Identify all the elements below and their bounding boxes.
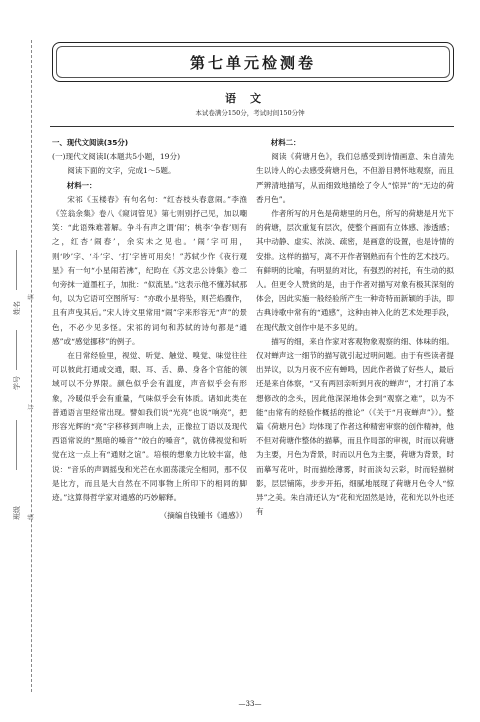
material-two-paragraph-2: 作者所写的月色是荷塘里的月色，所写的荷塘是月光下的荷塘，层次重复有层次，使整个画面有立体感、渗透感；其中动静、虚实、浓淡、疏密，是画意的设置，也是诗情的安排。这样的描写，离不开作者钢熟而有个性的艺术技巧。有鲜明的比喻，有明显的对比，有强烈的衬托，有生动的拟人。但更令人赞赏的是，由于作者对描写对象有极其深刻的体会，因此实施一般经验所产生一种奇特而新颖的手法，即古典诗歌中常有的“通感”，这种由神入化的艺术处理手段，在现代散文创作中是不多见的。: [256, 209, 454, 332]
cut-mark-zhuang: 装: [28, 293, 35, 300]
header-rule: [50, 126, 454, 127]
name-write-line[interactable]: [16, 250, 17, 290]
exam-title: 第七单元检测卷: [189, 54, 316, 72]
section-heading: 一、现代文阅读(35分): [52, 138, 129, 147]
right-column: [256, 136, 454, 519]
material-two-paragraph-3: 描写的细，来自作家对客观物象观察的细、体味的细。仅对蝉声这一细节的描写就引起过明问题。由于有些读者提出异议，以为月夜不应有蝉鸣，因此作者做了好些人，最后还是来自体察，“又有两回亲听到月夜的蝉声”，才打消了本想修改的念头，因此他深深地体会到“观察之难”，以为不能“由常有的经验作概括的推论”（《关于“月夜蝉声”》）。整篇《荷塘月色》均体现了作者这种精密审察的创作精神，他不但对荷塘作整体的描摹，而且作局部的审视，时而以荷塘为主要，月色为背景，时而以月色为主要，荷塘为背景，时而摹写花叶，时而描绘薄雾，时而淡勾云彩，时而轻描树影，层层铺陈，步步开拓，细腻地展现了荷塘月色令人“惊异”之美。朱自清还认为“花和光固然是诗，花和光以外也还有: [256, 336, 454, 517]
instruction: 阅读下面的文字，完成1～5题。: [67, 166, 176, 176]
cut-mark-xian: 线: [28, 513, 35, 520]
title-frame: [52, 42, 454, 82]
id-label: 学号: [13, 376, 21, 390]
cut-line: [31, 40, 32, 692]
subject-heading: 语文: [225, 92, 275, 105]
class-label: 班级: [13, 506, 21, 520]
left-column: [52, 136, 247, 523]
class-write-line[interactable]: [16, 420, 17, 470]
page-number: —33—: [238, 700, 262, 708]
citation: （摘编自钱锺书《通感》）: [159, 511, 247, 521]
material-two-paragraph-1: 阅读《荷塘月色》，我们总感受到诗情画意、朱自清先生以诗人的心去感受荷塘月色，不但游目骋怀地观察，而且严辨清地描写，从而细致地描绘了令人“惊异”的“无边的荷香月色”。: [256, 152, 454, 204]
material-two-title: 材料二：: [270, 138, 301, 147]
exam-meta: 本试卷满分150分，考试时间150分钟: [195, 109, 305, 117]
subsection-heading: (一)现代文阅读Ⅰ(本题共5小题，19分): [52, 152, 181, 162]
cut-mark-ding: 订: [28, 403, 35, 410]
material-one-paragraph-1: 宋祁《玉楼春》有句名句：“红杏枝头春意闹。”李渔《笠翁余集》卷八《窥词管见》第七则别抒己见，加以嘲笑：“此语殊难著解。争斗有声之谓‘闹’；桃李‘争春’则有之，红杏‘闹春’，余实未之见也。‘闹’字可用，则‘吵’字、‘斗’字、‘打’字皆可用矣！”苏轼少作《夜行观星》有一句“小星闹若沸”，纪昀在《苏文忠公诗集》卷二句旁抹一道墨杠子，加批：“似流星。”这表示他不懂苏轼那句，以为它语可空图所写：“亦敢小星将坠，则芒焰骤作，且有声曳其后。”宋人诗文里常用“闹”字来形容无“声”的景色，不必少见多怪。宋祁的词句和苏轼的诗句都是“通感”或“感觉挪移”的例子。: [52, 194, 247, 346]
material-one-title: 材料一：: [66, 180, 97, 190]
material-one-paragraph-2: 在日常经验里，视觉、听觉、触觉、嗅觉、味觉往往可以彼此打通或交通，眼、耳、舌、鼻、身各个官能的领域可以不分界限。颜色似乎会有温度，声音似乎会有形象，冷暖似乎会有重量，气味似乎会有体质。诸如此类在普通语言里经常出现。譬如我们说“光亮”也说“响亮”，把形容光辉的“亮”字移移到声响上去，正像拉丁语以及现代西语常说的“黑暗的嗓音”“皎白的嗓音”，就仿佛视觉和听觉在这一点上有“通财之谊”。培根的想象力比较丰富，他说：“音乐的声调摇曳和光芒在水面荡漾完全相同，那不仅是比方，而且是大自然在不同事物上所印下的相同的脚迹。”这算得哲学家对通感的巧妙解释。: [52, 351, 247, 503]
id-write-line[interactable]: [16, 330, 17, 370]
name-label: 姓名: [13, 301, 21, 315]
